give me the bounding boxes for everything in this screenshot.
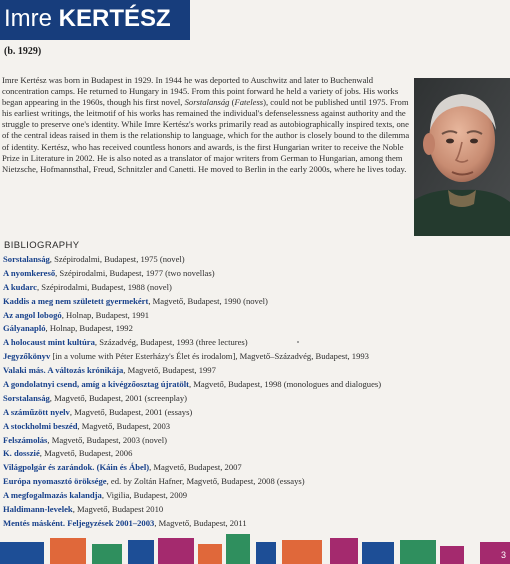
publication-details: , Vigilia, Budapest, 2009 [101, 490, 188, 501]
birth-year: (b. 1929) [4, 46, 42, 57]
book-title: A száműzött nyelv [3, 406, 70, 417]
first-name: Imre [4, 5, 52, 32]
publication-details: , Magvető, Budapest, 2007 [149, 462, 242, 473]
book-title: A stockholmi beszéd [3, 420, 78, 431]
bibliography-heading: BIBLIOGRAPHY [4, 240, 80, 251]
color-bar-strip [0, 534, 510, 564]
bibliography-entry [3, 475, 381, 489]
color-bar [256, 542, 276, 564]
color-bar [92, 544, 122, 564]
publication-details: , Magvető, Budapest, 2011 [154, 517, 247, 528]
publication-details: , Magvető, Budapest, 2001 (essays) [69, 406, 193, 417]
publication-details: , Szépirodalmi, Budapest, 1975 (novel) [49, 254, 185, 264]
book-title: Gályanapló [3, 323, 46, 334]
bibliography-entry [3, 461, 381, 475]
book-title: A kudarc [3, 281, 37, 292]
publication-details: , Magvető, Budapest, 1997 [123, 365, 216, 376]
bibliography-entry [3, 267, 381, 281]
book-title: Kaddis a meg nem született gyermekért [3, 295, 149, 306]
color-bar [330, 538, 358, 564]
bio-part-2: ( [229, 97, 235, 108]
color-bar [50, 538, 86, 564]
bibliography-entry [3, 489, 381, 503]
publication-details: [in a volume with Péter Esterházy's Élet és irodalom], Magvető–Századvég, Budapest, 1993 [50, 351, 369, 362]
bibliography-entry [3, 503, 381, 517]
publication-details: , Magvető, Budapest, 2006 [39, 448, 133, 459]
bio-part-3: ), could not be published until 1975. From his earliest writings, the leitmotif of his works has remained the individual's defenselessness against authority and the struggle to preserve one's identity. While Imre Kertész's works primarily read as autobiographically inspired texts, one of the central ideas raised in them is the relationship to language, which for the author is closely bound to the dilemma of identity. Kertész, who has received countless honors and awards, is the first Hungarian writer to receive the Noble Prize in Literature in 2002. He is also noted as a translator of major writers from German to Hungarian, among them Nietzsche, Hofmannsthal, Freud, Schnitzler and Canetti. He moved to Berlin in the early 2000s, where he lives today. [2, 97, 410, 174]
color-bar [362, 542, 394, 564]
bibliography-entry [3, 309, 381, 323]
publication-details: , Holnap, Budapest, 1991 [61, 309, 150, 320]
color-bar [128, 540, 154, 564]
book-title: Sorstalanság [3, 254, 50, 264]
publication-details: , Magvető, Budapest 2010 [72, 504, 164, 515]
last-name: KERTÉSZ [58, 5, 171, 32]
bibliography-entry [3, 336, 381, 350]
book-title: Az angol lobogó [3, 309, 62, 320]
bibliography-entry [3, 295, 381, 309]
bibliography-entry [3, 253, 381, 267]
publication-details: , Szépirodalmi, Budapest, 1977 (two novellas) [55, 267, 215, 278]
bibliography-list [3, 253, 381, 531]
author-name [4, 4, 171, 34]
book-title: K. dosszié [3, 448, 40, 459]
publication-details: , Magvető, Budapest, 2003 [77, 420, 171, 431]
book-title: Sorstalanság [3, 392, 50, 403]
publication-details: , Magvető, Budapest, 1990 (novel) [148, 295, 268, 306]
publication-details: , Századvég, Budapest, 1993 (three lectures) [94, 337, 248, 348]
book-title: A holocaust mint kultúra [3, 337, 95, 348]
bibliography-entry [3, 281, 381, 295]
bibliography-entry [3, 364, 381, 378]
bibliography-entry [3, 378, 381, 392]
bibliography-entry [3, 350, 381, 364]
bibliography-entry [3, 420, 381, 434]
publication-details: , Holnap, Budapest, 1992 [45, 323, 133, 334]
book-title: Európa nyomasztó öröksége [3, 476, 107, 487]
bibliography-entry [3, 517, 381, 531]
publication-details: , Magvető, Budapest, 1998 (monologues and dialogues) [188, 379, 382, 390]
bio-title-sorstalansag: Sorstalanság [184, 97, 230, 108]
color-bar [0, 542, 44, 564]
color-bar [440, 546, 464, 564]
publication-details: , Magvető, Budapest, 2003 (novel) [47, 434, 167, 445]
color-bar [158, 538, 194, 564]
book-title: Világpolgár és zarándok. (Káin és Ábel) [3, 462, 150, 473]
publication-details: , Szépirodalmi, Budapest, 1988 (novel) [37, 281, 172, 292]
bibliography-entry [3, 447, 381, 461]
book-title: Valaki más. A változás krónikája [3, 365, 124, 376]
book-title: Felszámolás [3, 434, 48, 445]
biography-text [2, 75, 410, 175]
book-title: A megfogalmazás kalandja [3, 490, 102, 501]
bio-part-1: Imre Kertész was born in Budapest in 1929. In 1944 he was deported to Auschwitz and later to Buchenwald concentration camps. He returned to Hungary in 1945. From this point forward he held a variety of jobs. His works began appearing in the 1960s, though his first novel, [2, 75, 399, 108]
publication-details: , Magvető, Budapest, 2001 (screenplay) [49, 392, 188, 403]
book-title: Mentés másként. Feljegyzések 2001–2003 [3, 517, 155, 528]
bibliography-entry [3, 322, 381, 336]
bibliography-entry [3, 406, 381, 420]
book-title: Haldimann-levelek [3, 504, 73, 515]
color-bar [400, 540, 436, 564]
book-title: A nyomkereső [3, 267, 56, 278]
book-title: A gondolatnyi csend, amíg a kivégzőosztag újratölt [3, 379, 189, 390]
color-bar [198, 544, 222, 564]
publication-details: , ed. by Zoltán Hafner, Magvető, Budapest, 2008 (essays) [106, 476, 305, 487]
color-bar [226, 534, 250, 564]
bibliography-entry [3, 434, 381, 448]
bibliography-entry [3, 392, 381, 406]
author-portrait [414, 78, 510, 236]
bio-title-fateless: Fateless [234, 97, 264, 108]
book-title: Jegyzőkönyv [3, 351, 51, 362]
color-bar [282, 540, 322, 564]
stray-dot [297, 341, 299, 343]
page-number: 3 [501, 550, 507, 560]
